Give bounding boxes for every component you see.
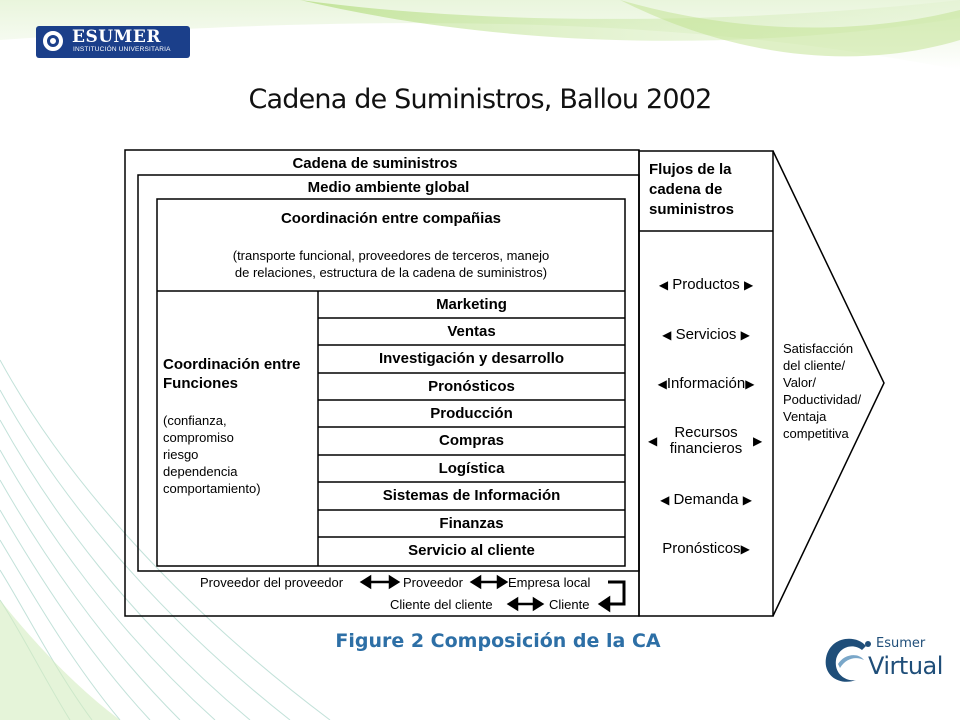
esumer-subtitle: INSTITUCIÓN UNIVERSITARIA — [73, 46, 171, 53]
function-coordination-title-1: Coordinación entre — [163, 356, 301, 373]
function-coordination-item: compromiso — [163, 430, 234, 445]
triangle-left-icon: ◀ — [658, 278, 669, 292]
flow-servicios — [641, 326, 771, 343]
triangle-left-icon: ◀ — [660, 493, 670, 507]
function-servicio-cliente: Servicio al cliente — [408, 542, 535, 559]
flow-label: Pronósticos — [662, 540, 741, 557]
function-logistica: Logística — [438, 460, 505, 477]
flows-header-2: cadena de — [649, 181, 723, 198]
chain-cliente: Cliente — [549, 597, 590, 612]
esumer-name: ESUMER — [72, 27, 161, 47]
figure-caption: Figure 2 Composición de la CA — [335, 630, 661, 652]
function-coordination-item: comportamiento) — [163, 481, 261, 496]
global-environment-title: Medio ambiente global — [307, 179, 470, 196]
triangle-left-icon: ◀ — [648, 434, 658, 448]
virtual-logo-line1: Esumer — [876, 636, 926, 651]
flow-pronosticos — [641, 540, 771, 557]
triangle-left-icon: ◀ — [657, 377, 667, 391]
flow-label: financieros — [669, 440, 743, 457]
outcome-line: Poductividad/ — [783, 392, 862, 407]
chain-cliente-del-cliente: Cliente del cliente — [390, 597, 493, 612]
outcome-text — [783, 340, 861, 442]
company-coordination-title: Coordinación entre compañias — [280, 210, 502, 227]
function-pronosticos: Pronósticos — [428, 378, 515, 395]
flow-informacion — [641, 375, 771, 392]
outcome-line: Valor/ — [783, 375, 816, 390]
flows-header-3: suministros — [649, 201, 735, 218]
flow-label: Recursos — [674, 424, 738, 441]
function-sistemas: Sistemas de Información — [382, 487, 561, 504]
function-coordination-item: (confianza, — [163, 413, 227, 428]
flow-label: Servicios — [675, 326, 737, 343]
function-finanzas: Finanzas — [439, 515, 504, 532]
flow-label: Demanda — [673, 491, 739, 508]
function-produccion: Producción — [430, 405, 513, 422]
virtual-logo-line2: Virtual — [868, 652, 943, 680]
function-marketing: Marketing — [436, 296, 507, 313]
function-coordination-title-2: Funciones — [163, 375, 239, 392]
company-coordination-detail-1: (transporte funcional, proveedores de terceros, manejo — [232, 248, 550, 263]
chain-proveedor: Proveedor — [403, 575, 463, 590]
triangle-right-icon: ▶ — [753, 434, 763, 448]
outcome-line: Ventaja — [783, 409, 827, 424]
flow-recursos-financieros — [641, 425, 771, 457]
triangle-right-icon: ▶ — [745, 377, 755, 391]
flow-demanda — [641, 491, 771, 508]
triangle-right-icon: ▶ — [742, 493, 752, 507]
function-investigacion: Investigación y desarrollo — [378, 350, 565, 367]
flows-header-1: Flujos de la — [649, 161, 732, 178]
outcome-line: competitiva — [783, 426, 849, 441]
triangle-right-icon: ▶ — [740, 542, 750, 556]
flow-label: Productos — [672, 276, 740, 293]
triangle-left-icon: ◀ — [662, 328, 672, 342]
function-ventas: Ventas — [447, 323, 496, 340]
function-coordination-item: dependencia — [163, 464, 238, 479]
slide-title: Cadena de Suministros, Ballou 2002 — [248, 84, 712, 115]
triangle-right-icon: ▶ — [740, 328, 750, 342]
outcome-line: del cliente/ — [783, 358, 846, 373]
function-coordination-item: riesgo — [163, 447, 199, 462]
esumer-virtual-logo — [818, 626, 943, 692]
outcome-line: Satisfacción — [783, 341, 854, 356]
flow-productos — [641, 276, 771, 293]
chain-proveedor-del-proveedor: Proveedor del proveedor — [200, 575, 344, 590]
triangle-right-icon: ▶ — [743, 278, 754, 292]
supply-chain-title: Cadena de suministros — [292, 155, 458, 172]
flow-label: Información — [666, 375, 746, 392]
company-coordination-detail-2: de relaciones, estructura de la cadena de suministros) — [234, 265, 548, 280]
chain-empresa-local: Empresa local — [508, 575, 591, 590]
function-compras: Compras — [438, 432, 505, 449]
